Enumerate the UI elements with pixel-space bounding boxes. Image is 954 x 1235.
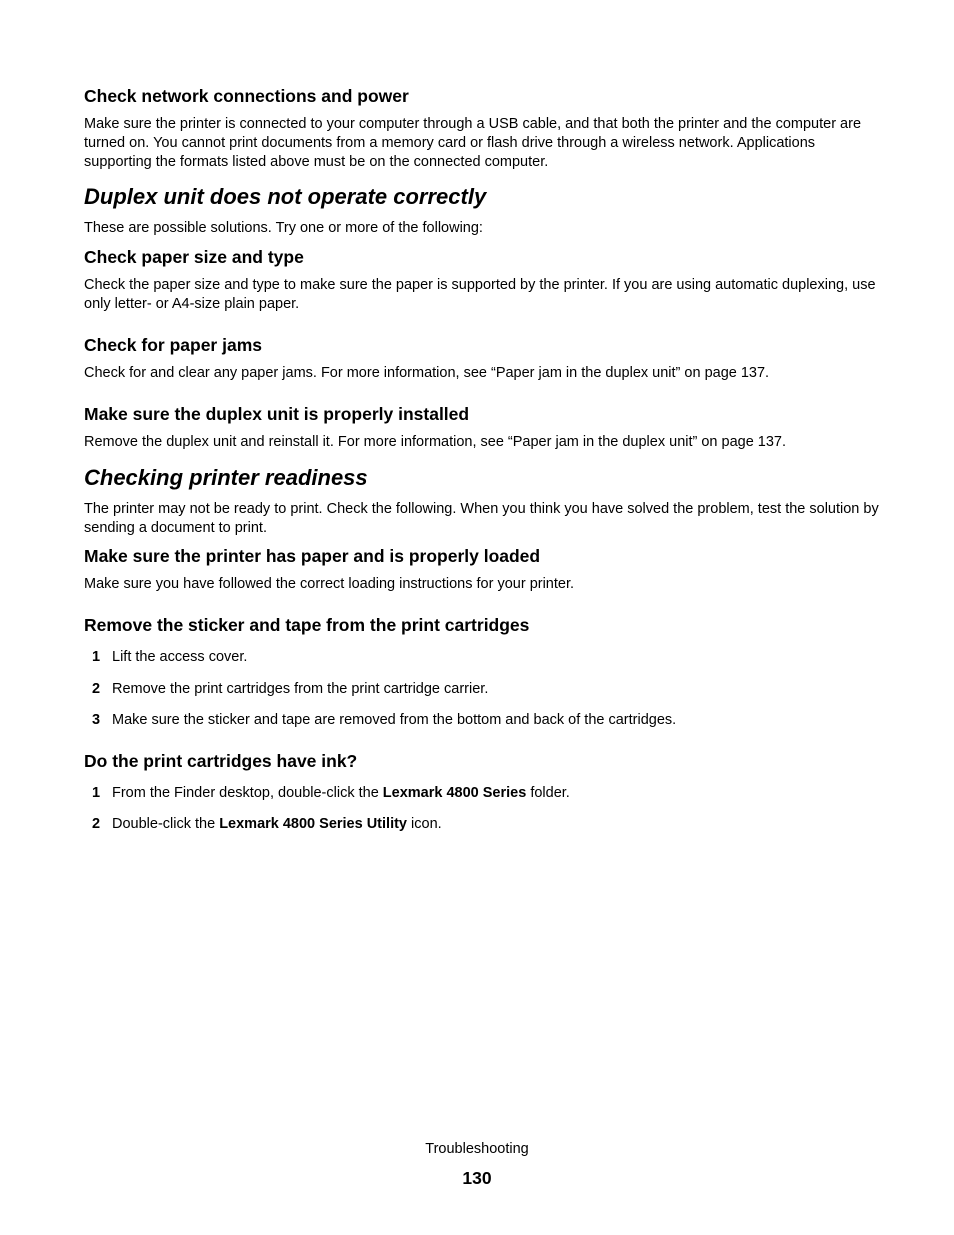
duplex-title: Duplex unit does not operate correctly <box>84 184 487 209</box>
duplex-section <box>84 183 884 238</box>
readiness-title: Checking printer readiness <box>84 465 368 490</box>
loaded-body: Make sure you have followed the correct loading instructions for your printer. <box>84 576 575 592</box>
step-number: 1 <box>92 785 101 801</box>
network-section <box>84 85 884 172</box>
sticker-section <box>84 614 884 636</box>
step-text: Lift the access cover. <box>112 649 248 665</box>
paper-heading: Check paper size and type <box>84 247 304 267</box>
step-text: Make sure the sticker and tape are removed from the bottom and back of the cartridges. <box>112 712 677 728</box>
folder-name: Lexmark 4800 Series <box>382 785 527 801</box>
network-heading: Check network connections and power <box>84 86 409 106</box>
step-number: 1 <box>92 649 101 665</box>
paper-body: Check the paper size and type to make sure the paper is supported by the printer. If you are using automatic duplexing, use only letter- or A4-size plain paper. <box>84 277 876 312</box>
page-number: 130 <box>462 1168 492 1188</box>
jams-body: Check for and clear any paper jams. For more information, see “Paper jam in the duplex unit” on page 137. <box>84 365 770 381</box>
readiness-section <box>84 464 884 538</box>
loaded-heading: Make sure the printer has paper and is properly loaded <box>84 546 541 566</box>
loaded-section <box>84 545 884 594</box>
jams-section <box>84 334 884 383</box>
ink-heading: Do the print cartridges have ink? <box>84 751 358 771</box>
installed-body: Remove the duplex unit and reinstall it. For more information, see “Paper jam in the duplex unit” on page 137. <box>84 434 787 450</box>
installed-section <box>84 403 884 452</box>
step-text: Double-click the Lexmark 4800 Series Utility icon. <box>112 816 442 832</box>
sticker-heading: Remove the sticker and tape from the print cartridges <box>84 615 530 635</box>
step-number: 2 <box>92 681 101 697</box>
jams-heading: Check for paper jams <box>84 335 262 355</box>
network-body: Make sure the printer is connected to your computer through a USB cable, and that both the printer and the computer are turned on. You cannot print documents from a memory card or flash drive through a wireless network. Applications supporting the formats listed above must be on the connected computer. <box>84 116 862 170</box>
utility-name: Lexmark 4800 Series Utility <box>219 816 407 832</box>
step-text: From the Finder desktop, double-click the Lexmark 4800 Series folder. <box>112 785 570 801</box>
ink-section <box>84 750 884 772</box>
duplex-intro: These are possible solutions. Try one or more of the following: <box>84 220 483 236</box>
step-text: Remove the print cartridges from the print cartridge carrier. <box>112 681 489 697</box>
paper-section <box>84 246 884 314</box>
readiness-intro: The printer may not be ready to print. Check the following. When you think you have solved the problem, test the solution by sending a document to print. <box>84 501 879 536</box>
step-number: 2 <box>92 816 101 832</box>
step-number: 3 <box>92 712 101 728</box>
installed-heading: Make sure the duplex unit is properly installed <box>84 404 470 424</box>
footer-chapter: Troubleshooting <box>425 1141 529 1157</box>
